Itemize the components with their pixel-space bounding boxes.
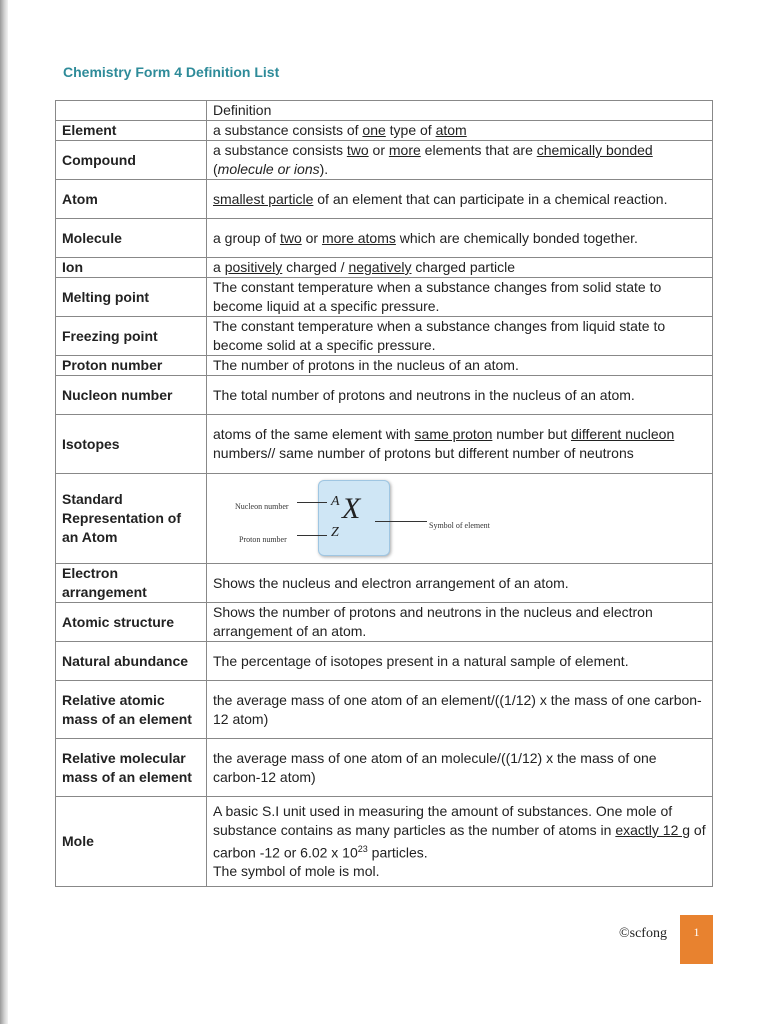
table-row [56, 180, 713, 219]
term-cell: Natural abundance [56, 642, 207, 681]
term-cell: Relative molecular mass of an element [56, 739, 207, 797]
definition-text: a substance consists of [213, 122, 363, 138]
term-cell: Mole [56, 797, 207, 887]
term-cell: Nucleon number [56, 376, 207, 415]
definition-text: particles. [367, 844, 428, 861]
definition-text: of carbon -12 or 6.02 x 10 [213, 821, 706, 861]
definition-text: smallest particle [213, 190, 314, 207]
proton-number-letter: Z [331, 524, 339, 540]
term-cell: Compound [56, 141, 207, 180]
header-definition-cell: Definition [207, 101, 713, 121]
definition-text: or [368, 142, 389, 158]
definition-cell [207, 797, 713, 887]
definition-text: same proton [414, 426, 493, 442]
definition-text: charged / [282, 259, 349, 275]
page-number-badge [680, 915, 713, 964]
table-row [56, 141, 713, 180]
definition-text: The total number of protons and neutrons in the nucleus of an atom. [213, 386, 635, 403]
definition-text: the average mass of one atom of an molecule/((1/12) x the mass of one carbon-12 atom) [213, 749, 657, 785]
table-row [56, 642, 713, 681]
definition-cell [207, 376, 713, 415]
definition-text: elements that are [420, 142, 537, 158]
definition-text: The number of protons in the nucleus of an atom. [213, 357, 519, 373]
term-cell: Proton number [56, 356, 207, 376]
definition-cell [207, 180, 713, 219]
term-cell: Melting point [56, 278, 207, 317]
table-row [56, 258, 713, 278]
term-cell: Atom [56, 180, 207, 219]
term-cell: Relative atomic mass of an element [56, 681, 207, 739]
definition-cell [207, 564, 713, 603]
definition-cell [207, 121, 713, 141]
definition-text: atom [435, 122, 467, 138]
definition-text: A basic S.I unit used in measuring the amount of substances. One mole of substance contains as many particles as the number of atoms in [213, 802, 673, 838]
definition-cell [207, 739, 713, 797]
definition-cell [207, 278, 713, 317]
table-row [56, 474, 713, 564]
page-left-edge-shadow [0, 0, 8, 1024]
definition-text: The constant temperature when a substance changes from liquid state to become solid at a specific pressure. [213, 318, 666, 353]
header-term-cell [56, 101, 207, 121]
table-row [56, 121, 713, 141]
nucleon-number-label: Nucleon number [235, 501, 289, 511]
table-row [56, 564, 713, 603]
table-row [56, 376, 713, 415]
definition-text: two [346, 142, 369, 158]
term-cell: Molecule [56, 219, 207, 258]
definition-text: molecule or ions [217, 161, 320, 177]
table-row [56, 415, 713, 474]
term-cell: Ion [56, 258, 207, 278]
table-row [56, 797, 713, 887]
definition-cell [207, 141, 713, 180]
definition-cell [207, 317, 713, 356]
definition-cell [207, 258, 713, 278]
proton-pointer-line [297, 535, 327, 536]
definition-cell [207, 356, 713, 376]
definition-text: a [213, 259, 225, 275]
definition-text: Shows the nucleus and electron arrangement of an atom. [213, 574, 569, 591]
definition-text: more atoms [321, 229, 396, 246]
definition-text: Shows the number of protons and neutrons in the nucleus and electron arrangement of an atom. [213, 604, 653, 639]
definition-cell [207, 474, 713, 564]
definition-text: ( [213, 161, 218, 177]
definition-text: one [362, 122, 386, 138]
definition-text: which are chemically bonded together. [395, 229, 638, 246]
definition-text: a substance consists [213, 142, 347, 158]
definition-text: exactly 12 g [615, 821, 691, 838]
definition-text: two [279, 229, 302, 246]
page-title: Chemistry Form 4 Definition List [63, 64, 280, 80]
atom-notation-diagram [213, 477, 513, 561]
definition-text: number but [492, 426, 571, 442]
term-cell: Standard Representation of an Atom [56, 474, 207, 564]
page-number: 1 [693, 925, 700, 939]
definition-cell [207, 681, 713, 739]
definition-text: 23 [357, 843, 368, 854]
symbol-of-element-label: Symbol of element [429, 520, 490, 530]
table-row [56, 219, 713, 258]
definition-cell [207, 642, 713, 681]
term-cell: Element [56, 121, 207, 141]
nucleon-pointer-line [297, 502, 327, 503]
definition-text: The constant temperature when a substance changes from solid state to become liquid at a specific pressure. [213, 279, 662, 314]
definition-text: atoms of the same element with [213, 426, 415, 442]
definition-text: numbers// same number of protons but different number of neutrons [213, 445, 634, 461]
definition-text: type of [385, 122, 436, 138]
table-row [56, 356, 713, 376]
definition-text: the average mass of one atom of an element/((1/12) x the mass of one carbon-12 atom) [213, 691, 702, 727]
term-cell: Electron arrangement [56, 564, 207, 603]
table-row [56, 317, 713, 356]
definition-text: positively [224, 259, 283, 275]
symbol-pointer-line [375, 521, 427, 522]
definition-table [55, 100, 713, 887]
table-row [56, 739, 713, 797]
definition-text: chemically bonded [536, 142, 653, 158]
definition-text: different nucleon [570, 426, 675, 442]
definition-text: a group of [213, 229, 280, 246]
definition-text: of an element that can participate in a chemical reaction. [313, 190, 668, 207]
definition-text: The symbol of mole is mol. [213, 863, 380, 880]
definition-text: or [301, 229, 322, 246]
term-cell: Isotopes [56, 415, 207, 474]
mass-number-letter: A [331, 493, 340, 509]
definition-text: more [388, 142, 421, 158]
proton-number-label: Proton number [239, 534, 287, 544]
definition-text: charged particle [411, 259, 515, 275]
term-cell: Atomic structure [56, 603, 207, 642]
table-row [56, 278, 713, 317]
table-row [56, 603, 713, 642]
definition-cell [207, 219, 713, 258]
term-cell: Freezing point [56, 317, 207, 356]
definition-text: The percentage of isotopes present in a natural sample of element. [213, 652, 629, 669]
definition-text: negatively [348, 259, 412, 275]
element-symbol-letter: X [342, 491, 361, 525]
copyright-text: ©scfong [619, 926, 667, 941]
definition-text: ). [319, 161, 329, 177]
definition-cell [207, 603, 713, 642]
definition-cell [207, 415, 713, 474]
table-header-row [56, 101, 713, 121]
table-row [56, 681, 713, 739]
